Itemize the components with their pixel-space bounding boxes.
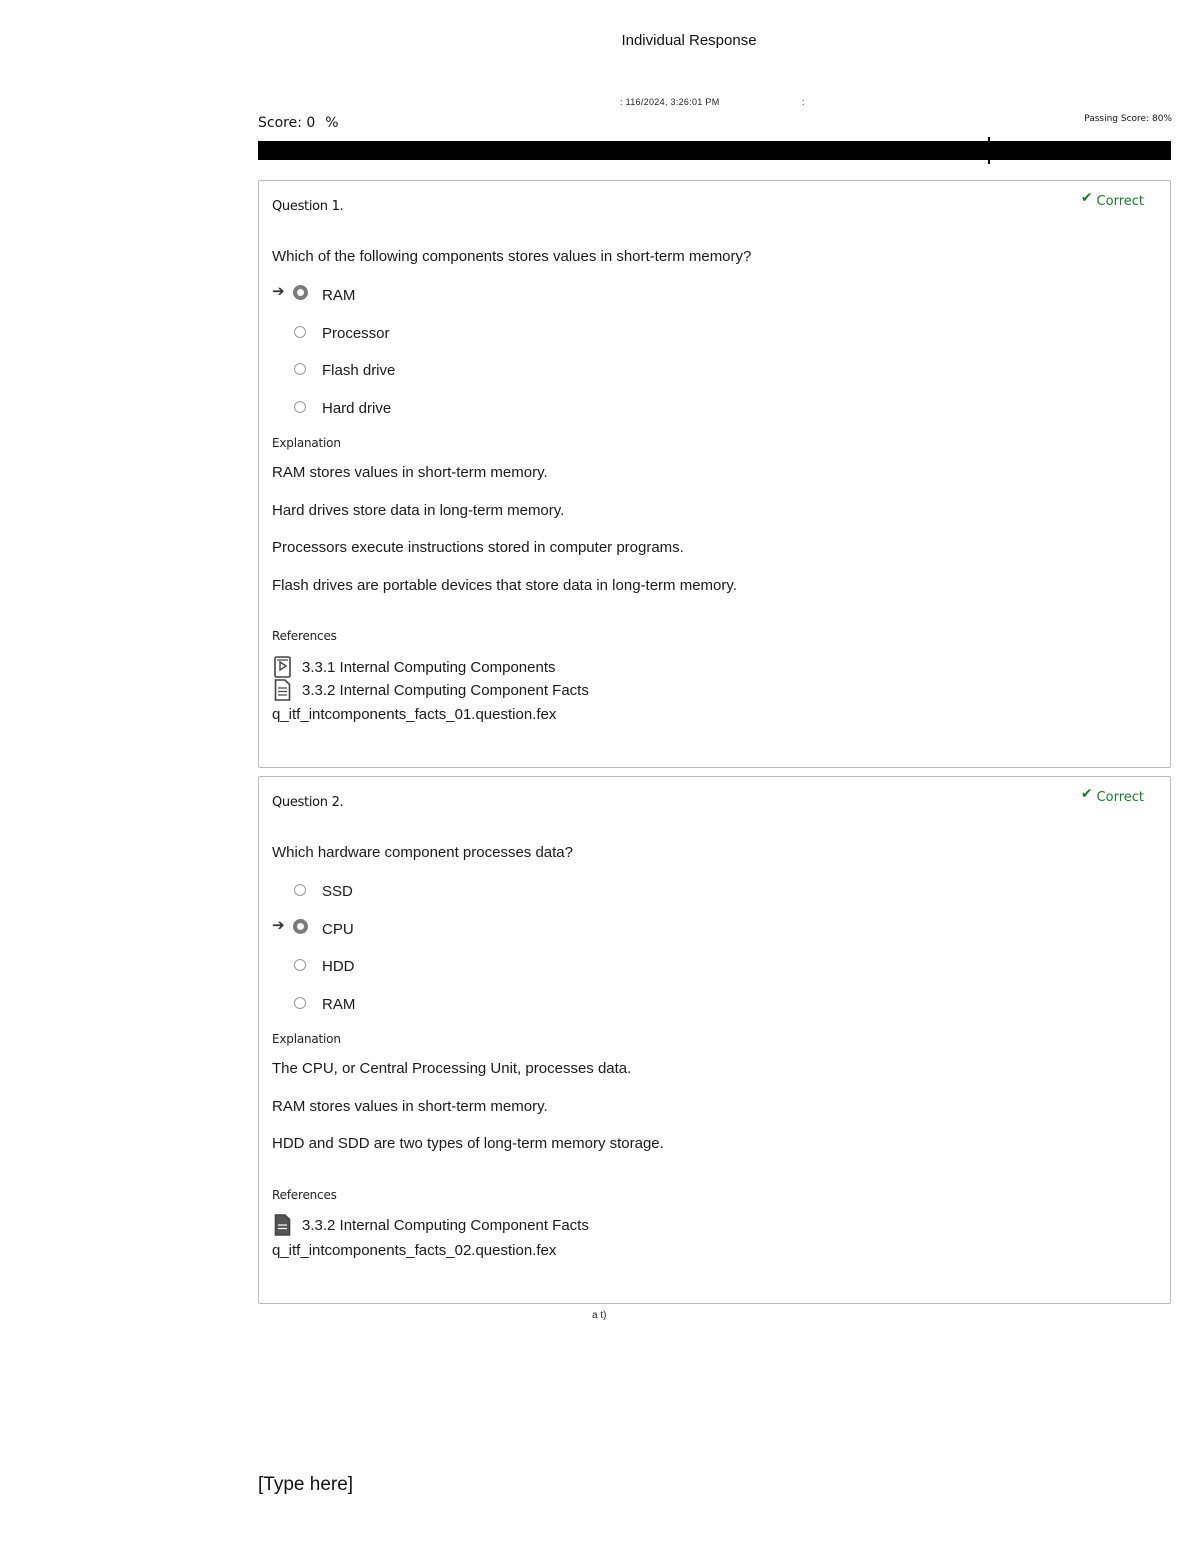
radio-button[interactable] xyxy=(293,919,308,934)
option-label: RAM xyxy=(322,995,356,1013)
reference-label: 3.3.2 Internal Computing Component Facts xyxy=(302,682,589,699)
explanation-line: Processors execute instructions stored in computer programs. xyxy=(272,539,684,556)
status-label: Correct xyxy=(1096,194,1144,209)
question-text: Which of the following components stores values in short-term memory? xyxy=(272,248,752,265)
radio-button[interactable] xyxy=(294,997,306,1009)
explanation-line: Hard drives store data in long-term memory. xyxy=(272,501,565,519)
page-footer-mark: a t) xyxy=(592,1310,607,1321)
reference-label: 3.3.1 Internal Computing Components xyxy=(302,659,556,676)
selected-arrow-icon: ➔ xyxy=(272,283,285,300)
references-list xyxy=(272,1216,589,1239)
option-label: SSD xyxy=(322,883,353,900)
references-list xyxy=(272,658,589,704)
answer-option[interactable] xyxy=(272,879,355,917)
radio-button[interactable] xyxy=(294,363,306,375)
score-bar xyxy=(258,141,1171,160)
selected-arrow-icon: ➔ xyxy=(272,916,285,934)
explanation-line: RAM stores values in short-term memory. xyxy=(272,1097,548,1115)
answer-option[interactable] xyxy=(272,358,395,396)
answer-options xyxy=(272,879,355,1029)
radio-button[interactable] xyxy=(294,401,306,413)
video-doc-icon xyxy=(274,656,291,678)
explanation-line: RAM stores values in short-term memory. xyxy=(272,464,548,481)
question-card xyxy=(258,180,1171,768)
checkmark-icon: ✔ xyxy=(1080,190,1093,206)
answer-option[interactable] xyxy=(272,992,355,1030)
reference-link[interactable] xyxy=(272,681,589,704)
references-heading: References xyxy=(272,1188,337,1202)
reference-link[interactable] xyxy=(272,1216,589,1239)
score-label: Score: 0 xyxy=(258,115,316,131)
question-number: Question 2. xyxy=(272,795,344,810)
timestamp-suffix: : xyxy=(802,97,805,107)
reference-link[interactable] xyxy=(272,658,589,681)
reference-label: 3.3.2 Internal Computing Component Facts xyxy=(302,1217,589,1234)
answer-option[interactable] xyxy=(272,321,395,359)
type-here-placeholder[interactable]: [Type here] xyxy=(258,1474,354,1495)
radio-button[interactable] xyxy=(294,326,306,338)
explanation-body xyxy=(272,1059,664,1172)
page-title: Individual Response xyxy=(621,32,757,49)
explanation-body xyxy=(272,463,737,613)
document-icon xyxy=(274,679,291,701)
passing-marker xyxy=(988,137,990,164)
question-file-name: q_itf_intcomponents_facts_02.question.fex xyxy=(272,1242,557,1259)
option-label: HDD xyxy=(322,958,355,975)
option-label: Flash drive xyxy=(322,362,396,379)
references-heading: References xyxy=(272,629,337,643)
document-icon xyxy=(274,1214,291,1236)
explanation-heading: Explanation xyxy=(272,1032,341,1046)
score-unit: % xyxy=(325,115,339,131)
status-label: Correct xyxy=(1096,790,1144,805)
question-number: Question 1. xyxy=(272,199,344,214)
radio-button[interactable] xyxy=(293,285,308,300)
explanation-heading: Explanation xyxy=(272,436,341,450)
explanation-line: Flash drives are portable devices that store data in long-term memory. xyxy=(272,576,737,594)
score-display xyxy=(258,115,339,131)
question-card xyxy=(258,776,1171,1304)
status-badge xyxy=(1080,190,1144,210)
answer-option[interactable] xyxy=(272,954,355,992)
option-label: Processor xyxy=(322,324,390,342)
explanation-line: HDD and SDD are two types of long-term memory storage. xyxy=(272,1135,664,1152)
question-file-name: q_itf_intcomponents_facts_01.question.fex xyxy=(272,706,557,723)
status-badge xyxy=(1080,786,1144,806)
explanation-line: The CPU, or Central Processing Unit, processes data. xyxy=(272,1060,632,1077)
question-text: Which hardware component processes data? xyxy=(272,844,573,861)
radio-button[interactable] xyxy=(294,884,306,896)
answer-option[interactable] xyxy=(272,396,395,434)
option-label: Hard drive xyxy=(322,399,392,417)
option-label: RAM xyxy=(322,287,356,304)
checkmark-icon: ✔ xyxy=(1080,786,1093,802)
answer-option[interactable] xyxy=(272,917,355,955)
answer-option[interactable] xyxy=(272,283,395,321)
passing-score: Passing Score: 80% xyxy=(1084,114,1172,124)
answer-options xyxy=(272,283,395,433)
timestamp: : 116/2024, 3:26:01 PM xyxy=(620,97,720,107)
radio-button[interactable] xyxy=(294,959,306,971)
option-label: CPU xyxy=(322,920,354,938)
